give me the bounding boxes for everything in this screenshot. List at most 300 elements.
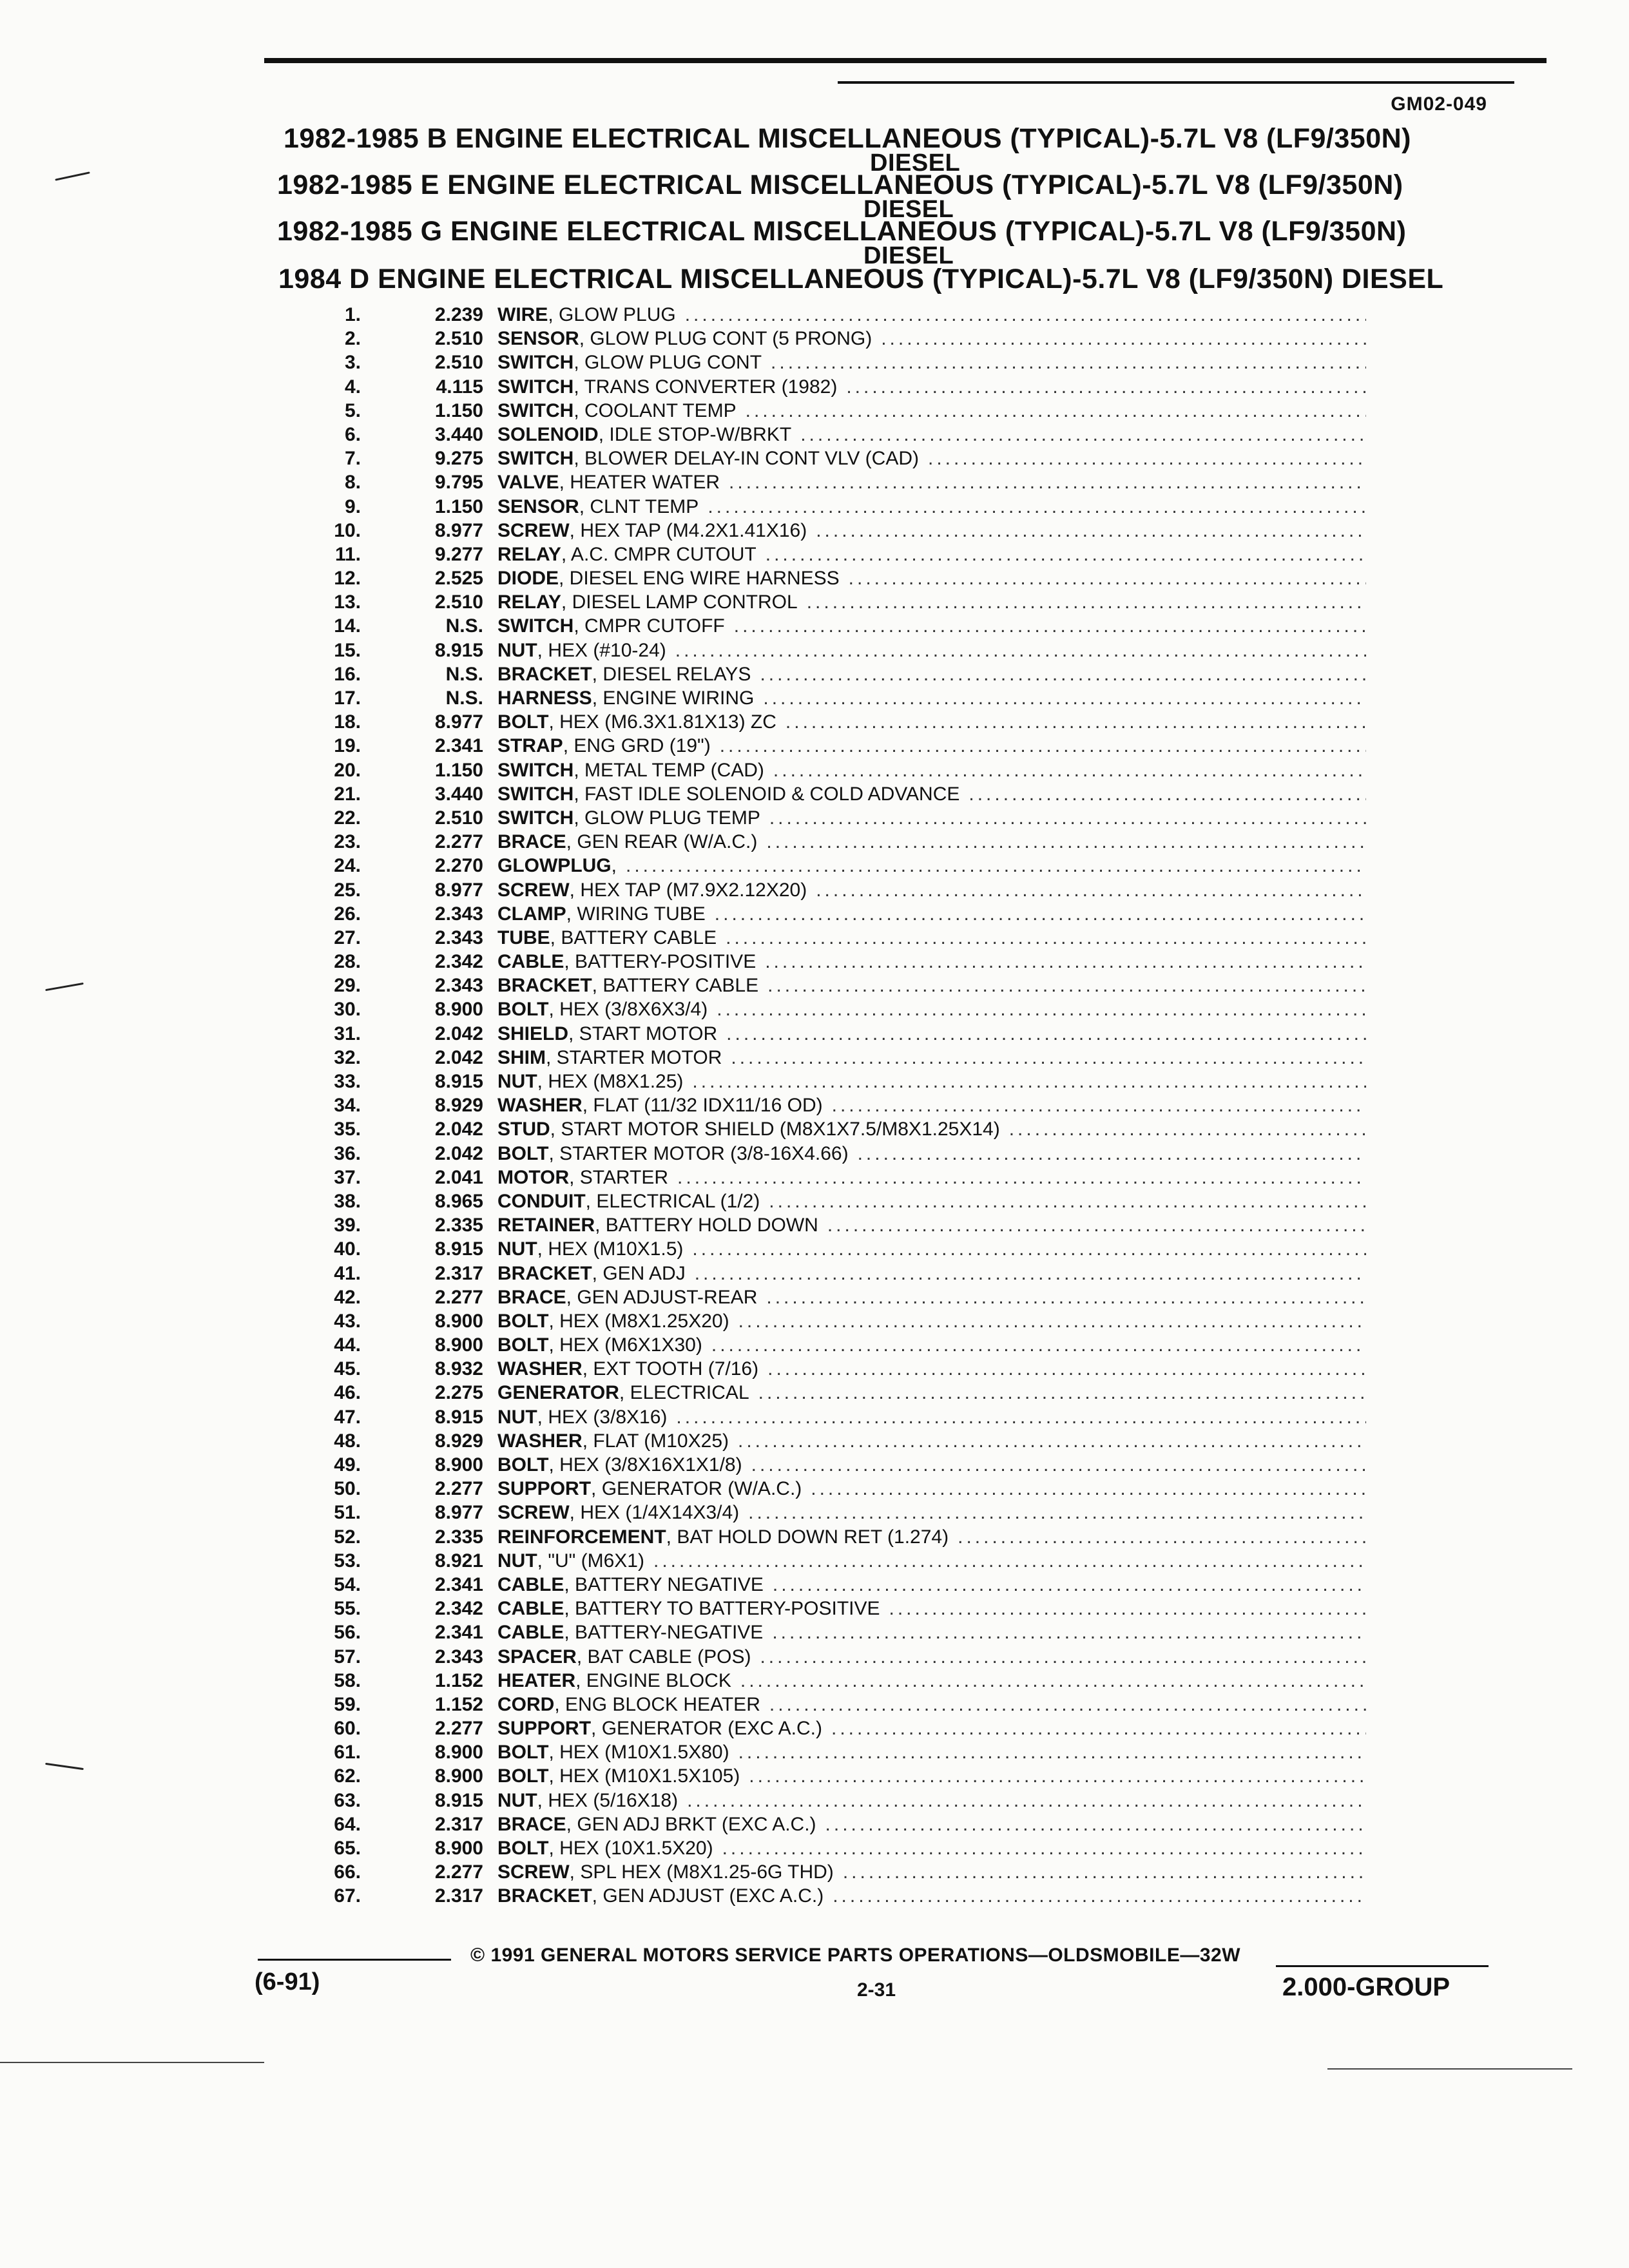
list-item	[309, 1189, 1366, 1213]
part-name: SCREW	[497, 1502, 570, 1524]
list-item	[309, 1477, 1366, 1501]
item-number: 14.	[334, 615, 361, 637]
list-item	[309, 1453, 1366, 1477]
group-number: N.S.	[445, 687, 483, 709]
item-number: 26.	[334, 903, 361, 925]
dot-leader	[772, 1620, 1366, 1644]
dot-leader	[881, 327, 1366, 351]
item-number: 55.	[334, 1598, 361, 1620]
part-description: , FLAT (M10X25)	[582, 1430, 729, 1452]
item-number: 54.	[334, 1573, 361, 1595]
dot-leader	[769, 1693, 1366, 1716]
group-number: 2.335	[434, 1215, 483, 1236]
list-item	[309, 1429, 1366, 1453]
list-item	[309, 974, 1366, 997]
part-name: SUPPORT	[497, 1718, 592, 1740]
part-name: BRACE	[497, 1813, 566, 1835]
dot-leader	[786, 710, 1366, 734]
dot-leader	[771, 351, 1366, 374]
group-number: 8.932	[434, 1358, 483, 1380]
list-item	[309, 878, 1366, 902]
part-name: SOLENOID	[497, 423, 599, 445]
list-item	[309, 1381, 1366, 1405]
headings	[277, 122, 1501, 295]
part-description: , GENERATOR (W/A.C.)	[591, 1478, 802, 1500]
list-item	[309, 1166, 1366, 1189]
item-number: 49.	[334, 1454, 361, 1475]
item-number: 48.	[334, 1430, 361, 1452]
dot-leader	[816, 878, 1366, 902]
part-name: SCREW	[497, 519, 570, 541]
item-number: 52.	[334, 1526, 361, 1548]
item-number: 35.	[334, 1119, 361, 1140]
list-item	[309, 854, 1366, 878]
part-name: TUBE	[497, 927, 550, 948]
group-number: 8.900	[434, 999, 483, 1021]
group-number: 2.317	[434, 1885, 483, 1907]
part-description: , HEX (10X1.5X20)	[548, 1838, 713, 1859]
group-number: 8.977	[434, 879, 483, 901]
list-item	[309, 495, 1366, 519]
dot-leader	[773, 758, 1366, 782]
part-description: , BATTERY-NEGATIVE	[564, 1622, 764, 1644]
heading-e-body	[277, 169, 1501, 223]
part-description: , TRANS CONVERTER (1982)	[574, 376, 838, 398]
dot-leader	[685, 303, 1366, 327]
dot-leader	[677, 1166, 1366, 1189]
list-item	[309, 830, 1366, 854]
item-number: 36.	[334, 1142, 361, 1164]
group-number: N.S.	[445, 663, 483, 685]
item-number: 43.	[334, 1310, 361, 1332]
list-item	[309, 375, 1366, 399]
part-description: , HEX (M10X1.5)	[537, 1238, 684, 1260]
dot-leader	[807, 590, 1366, 614]
list-item	[309, 1022, 1366, 1046]
footer-page-number: 2-31	[857, 1979, 896, 2001]
part-description: , GEN ADJ BRKT (EXC A.C.)	[566, 1813, 816, 1835]
group-number: 8.965	[434, 1190, 483, 1212]
group-number: 8.915	[434, 1406, 483, 1428]
group-number: N.S.	[445, 615, 483, 637]
part-name: NUT	[497, 1406, 537, 1428]
dot-leader	[958, 1525, 1366, 1549]
item-number: 32.	[334, 1046, 361, 1068]
part-name: SWITCH	[497, 615, 574, 637]
list-item	[309, 639, 1366, 662]
group-number: 8.915	[434, 639, 483, 661]
dot-leader	[858, 1142, 1366, 1166]
heading-sub: DIESEL	[870, 149, 961, 177]
group-number: 2.343	[434, 1646, 483, 1667]
part-description: , GEN REAR (W/A.C.)	[566, 831, 758, 853]
part-name: SPACER	[497, 1646, 577, 1667]
group-number: 8.900	[434, 1838, 483, 1859]
group-number: 2.042	[434, 1119, 483, 1140]
part-name: WASHER	[497, 1358, 583, 1380]
part-name: SWITCH	[497, 807, 574, 829]
group-number: 2.510	[434, 807, 483, 829]
list-item	[309, 1525, 1366, 1549]
item-number: 65.	[334, 1838, 361, 1859]
part-name: SWITCH	[497, 448, 574, 470]
footer-date: (6-91)	[255, 1968, 320, 1995]
group-number: 9.277	[434, 543, 483, 565]
part-name: SCREW	[497, 1861, 570, 1883]
part-name: CONDUIT	[497, 1190, 586, 1212]
dot-leader	[833, 1884, 1366, 1908]
list-item	[309, 710, 1366, 734]
part-description: , ENG BLOCK HEATER	[554, 1693, 760, 1715]
top-rule	[264, 58, 1547, 63]
list-item	[309, 1549, 1366, 1573]
part-name: BOLT	[497, 1142, 549, 1164]
item-number: 23.	[334, 831, 361, 853]
scan-mark	[45, 1763, 84, 1770]
group-number: 4.115	[436, 376, 483, 398]
part-description: , ELECTRICAL (1/2)	[585, 1190, 760, 1212]
list-item	[309, 303, 1366, 327]
item-number: 20.	[334, 759, 361, 781]
part-description: , HEX TAP (M7.9X2.12X20)	[569, 879, 807, 901]
part-description: , DIESEL LAMP CONTROL	[561, 591, 798, 613]
part-name: CORD	[497, 1693, 555, 1715]
group-number: 8.929	[434, 1430, 483, 1452]
footer-rule-right	[1276, 1965, 1489, 1967]
bottom-rule-right	[1327, 2068, 1572, 2070]
item-number: 38.	[334, 1190, 361, 1212]
item-number: 41.	[334, 1262, 361, 1284]
item-number: 34.	[334, 1095, 361, 1117]
item-number: 59.	[334, 1693, 361, 1715]
part-description: , GENERATOR (EXC A.C.)	[591, 1718, 822, 1740]
part-name: WIRE	[497, 304, 548, 325]
item-number: 18.	[334, 711, 361, 733]
dot-leader	[766, 1285, 1366, 1309]
list-item	[309, 997, 1366, 1021]
list-item	[309, 1789, 1366, 1812]
part-description: , GLOW PLUG CONT	[574, 352, 762, 374]
part-description: , BATTERY-POSITIVE	[564, 951, 757, 973]
item-number: 4.	[344, 376, 361, 398]
part-name: MOTOR	[497, 1166, 570, 1188]
list-item	[309, 566, 1366, 590]
dot-leader	[889, 1597, 1367, 1620]
part-description: , GLOW PLUG	[548, 304, 676, 325]
dot-leader	[708, 495, 1366, 519]
dot-leader	[769, 1189, 1366, 1213]
part-name: STUD	[497, 1119, 550, 1140]
group-number: 2.317	[434, 1262, 483, 1284]
part-description: , IDLE STOP-W/BRKT	[598, 423, 792, 445]
part-name: HARNESS	[497, 687, 592, 709]
part-name: SWITCH	[497, 759, 574, 781]
part-description: , STARTER	[569, 1166, 669, 1188]
dot-leader	[692, 1237, 1366, 1261]
part-description: , ELECTRICAL	[619, 1382, 749, 1404]
item-number: 12.	[334, 568, 361, 590]
scan-mark	[55, 171, 90, 180]
list-item	[309, 1357, 1366, 1381]
footer-copyright: © 1991 GENERAL MOTORS SERVICE PARTS OPERATIONS—OLDSMOBILE—32W	[470, 1945, 1241, 1966]
dot-leader	[738, 1429, 1366, 1453]
list-item	[309, 1764, 1366, 1788]
part-name: BOLT	[497, 1765, 549, 1787]
item-number: 45.	[334, 1358, 361, 1380]
part-name: SWITCH	[497, 783, 574, 805]
heading-main: 1982-1985 B ENGINE ELECTRICAL MISCELLANEOUS (TYPICAL)-5.7L V8 (LF9/350N)	[284, 123, 1411, 154]
group-number: 8.977	[434, 711, 483, 733]
list-item	[309, 1645, 1366, 1669]
part-name: RELAY	[497, 543, 561, 565]
dot-leader	[751, 1453, 1366, 1477]
part-description: , ENGINE BLOCK	[575, 1669, 731, 1691]
part-name: BOLT	[497, 1838, 549, 1859]
part-description: , CLNT TEMP	[579, 495, 699, 517]
part-name: BRACKET	[497, 663, 592, 685]
item-number: 30.	[334, 999, 361, 1021]
part-description: , METAL TEMP (CAD)	[574, 759, 764, 781]
part-description: , HEX (M8X1.25X20)	[548, 1310, 729, 1332]
part-description: , STARTER MOTOR (3/8-16X4.66)	[548, 1142, 849, 1164]
group-number: 2.525	[434, 568, 483, 590]
part-description: , GEN ADJUST-REAR	[566, 1286, 758, 1308]
part-description: , HEATER WATER	[559, 472, 720, 494]
list-item	[309, 806, 1366, 830]
item-number: 37.	[334, 1166, 361, 1188]
dot-leader	[731, 1046, 1366, 1070]
item-number: 62.	[334, 1765, 361, 1787]
part-name: SUPPORT	[497, 1478, 592, 1500]
part-name: BRACE	[497, 1286, 566, 1308]
part-description: , HEX (#10-24)	[537, 639, 666, 661]
item-number: 57.	[334, 1646, 361, 1667]
item-number: 60.	[334, 1718, 361, 1740]
group-number: 8.900	[434, 1310, 483, 1332]
dot-leader	[767, 1357, 1366, 1381]
part-name: BRACE	[497, 831, 566, 853]
part-name: BOLT	[497, 1310, 549, 1332]
part-name: GLOWPLUG	[497, 855, 612, 877]
part-description: , DIESEL RELAYS	[592, 663, 751, 685]
item-number: 40.	[334, 1238, 361, 1260]
part-name: CABLE	[497, 1622, 564, 1644]
group-number: 1.150	[434, 495, 483, 517]
group-number: 2.341	[434, 735, 483, 757]
dot-leader	[765, 950, 1366, 974]
group-number: 1.152	[434, 1669, 483, 1691]
item-number: 22.	[334, 807, 361, 829]
dot-leader	[816, 519, 1366, 543]
item-number: 47.	[334, 1406, 361, 1428]
part-description: , BATTERY CABLE	[550, 927, 717, 948]
group-number: 2.042	[434, 1046, 483, 1068]
dot-leader	[832, 1093, 1366, 1117]
list-item	[309, 686, 1366, 710]
dot-leader	[715, 902, 1366, 926]
list-item	[309, 1285, 1366, 1309]
part-name: CABLE	[497, 951, 564, 973]
part-name: BOLT	[497, 711, 549, 733]
part-name: NUT	[497, 639, 537, 661]
heading-main: 1984 D ENGINE ELECTRICAL MISCELLANEOUS (TYPICAL)-5.7L V8 (LF9/350N) DIESEL	[278, 264, 1444, 294]
dot-leader	[726, 1022, 1366, 1046]
part-name: BRACKET	[497, 1262, 592, 1284]
group-number: 2.277	[434, 1861, 483, 1883]
group-number: 8.929	[434, 1095, 483, 1117]
item-number: 64.	[334, 1813, 361, 1835]
item-number: 61.	[334, 1742, 361, 1763]
dot-leader	[720, 734, 1366, 758]
dot-leader	[758, 1381, 1366, 1405]
list-item	[309, 590, 1366, 614]
item-number: 2.	[344, 328, 361, 350]
part-description: , HEX (3/8X16)	[537, 1406, 668, 1428]
list-item	[309, 950, 1366, 974]
heading-d-body	[278, 263, 1501, 295]
list-item	[309, 470, 1366, 494]
dot-leader	[738, 1309, 1366, 1333]
part-name: RETAINER	[497, 1215, 595, 1236]
part-description: , SPL HEX (M8X1.25-6G THD)	[569, 1861, 834, 1883]
part-name: SENSOR	[497, 328, 579, 350]
part-name: BOLT	[497, 1334, 549, 1356]
list-item	[309, 1884, 1366, 1908]
list-item	[309, 1070, 1366, 1093]
group-number: 1.150	[434, 399, 483, 421]
item-number: 25.	[334, 879, 361, 901]
part-description: , GLOW PLUG CONT (5 PRONG)	[579, 328, 872, 350]
dot-leader	[675, 639, 1366, 662]
part-description: , HEX (M8X1.25)	[537, 1071, 684, 1092]
dot-leader	[738, 1740, 1366, 1764]
list-item	[309, 399, 1366, 423]
item-number: 58.	[334, 1669, 361, 1691]
dot-leader	[653, 1549, 1366, 1573]
part-description: , GEN ADJUST (EXC A.C.)	[592, 1885, 824, 1907]
group-number: 2.342	[434, 951, 483, 973]
group-number: 2.277	[434, 1718, 483, 1740]
item-number: 21.	[334, 783, 361, 805]
part-name: NUT	[497, 1550, 537, 1571]
part-description: , COOLANT TEMP	[574, 399, 737, 421]
list-item	[309, 423, 1366, 447]
part-name: BRACKET	[497, 1885, 592, 1907]
part-description: , BATTERY HOLD DOWN	[595, 1215, 818, 1236]
heading-g-body	[277, 215, 1501, 269]
list-item	[309, 1812, 1366, 1836]
list-item	[309, 351, 1366, 374]
part-description: , BAT CABLE (POS)	[576, 1646, 751, 1667]
part-description: , EXT TOOTH (7/16)	[582, 1358, 759, 1380]
item-number: 16.	[334, 663, 361, 685]
item-number: 7.	[344, 448, 361, 470]
item-number: 67.	[334, 1885, 361, 1907]
group-number: 3.440	[434, 423, 483, 445]
scan-mark	[45, 983, 84, 991]
part-description: , GLOW PLUG TEMP	[574, 807, 760, 829]
dot-leader	[734, 614, 1366, 638]
dot-leader	[766, 830, 1366, 854]
dot-leader	[717, 997, 1366, 1021]
dot-leader	[1009, 1117, 1366, 1141]
part-name: STRAP	[497, 735, 563, 757]
dot-leader	[695, 1262, 1366, 1285]
item-number: 11.	[334, 543, 361, 565]
part-name: SENSOR	[497, 495, 579, 517]
dot-leader	[766, 543, 1366, 566]
list-item	[309, 447, 1366, 470]
group-number: 9.795	[434, 472, 483, 494]
group-number: 2.239	[434, 304, 483, 325]
part-name: SHIELD	[497, 1023, 569, 1044]
item-number: 6.	[344, 423, 361, 445]
heading-main: 1982-1985 E ENGINE ELECTRICAL MISCELLANEOUS (TYPICAL)-5.7L V8 (LF9/350N)	[277, 169, 1403, 200]
part-name: WASHER	[497, 1430, 583, 1452]
item-number: 51.	[334, 1502, 361, 1524]
dot-leader	[729, 470, 1366, 494]
group-number: 2.277	[434, 1478, 483, 1500]
heading-main: 1982-1985 G ENGINE ELECTRICAL MISCELLANEOUS (TYPICAL)-5.7L V8 (LF9/350N)	[277, 216, 1407, 247]
list-item	[309, 1142, 1366, 1166]
part-description: ,	[611, 855, 617, 877]
list-item	[309, 1716, 1366, 1740]
part-description: , WIRING TUBE	[566, 903, 706, 925]
part-name: GENERATOR	[497, 1382, 619, 1404]
list-item	[309, 926, 1366, 950]
footer-rule-left	[258, 1959, 451, 1961]
list-item	[309, 1597, 1366, 1620]
group-number: 2.277	[434, 831, 483, 853]
part-name: REINFORCEMENT	[497, 1526, 666, 1548]
group-number: 2.335	[434, 1526, 483, 1548]
item-number: 8.	[344, 472, 361, 494]
item-number: 19.	[334, 735, 361, 757]
top-rule-thin	[838, 81, 1514, 84]
item-number: 27.	[334, 927, 361, 948]
dot-leader	[831, 1716, 1366, 1740]
dot-leader	[811, 1477, 1366, 1501]
dot-leader	[748, 1501, 1366, 1524]
group-number: 8.915	[434, 1238, 483, 1260]
group-number: 9.275	[434, 448, 483, 470]
group-number: 2.510	[434, 591, 483, 613]
part-description: , A.C. CMPR CUTOUT	[561, 543, 757, 565]
list-item	[309, 1860, 1366, 1884]
list-item	[309, 327, 1366, 351]
part-description: , ENG GRD (19")	[563, 735, 711, 757]
list-item	[309, 1093, 1366, 1117]
item-number: 66.	[334, 1861, 361, 1883]
dot-leader	[825, 1812, 1366, 1836]
part-name: SWITCH	[497, 376, 574, 398]
item-number: 29.	[334, 975, 361, 997]
dot-leader	[769, 806, 1366, 830]
list-item	[309, 758, 1366, 782]
list-item	[309, 543, 1366, 566]
list-item	[309, 519, 1366, 543]
list-item	[309, 1620, 1366, 1644]
list-item	[309, 782, 1366, 806]
item-number: 56.	[334, 1622, 361, 1644]
dot-leader	[773, 1573, 1366, 1597]
part-name: BRACKET	[497, 975, 592, 997]
group-number: 2.341	[434, 1622, 483, 1644]
part-name: BOLT	[497, 999, 549, 1021]
list-item	[309, 1693, 1366, 1716]
part-description: , HEX (M10X1.5X80)	[548, 1742, 729, 1763]
item-number: 28.	[334, 951, 361, 973]
